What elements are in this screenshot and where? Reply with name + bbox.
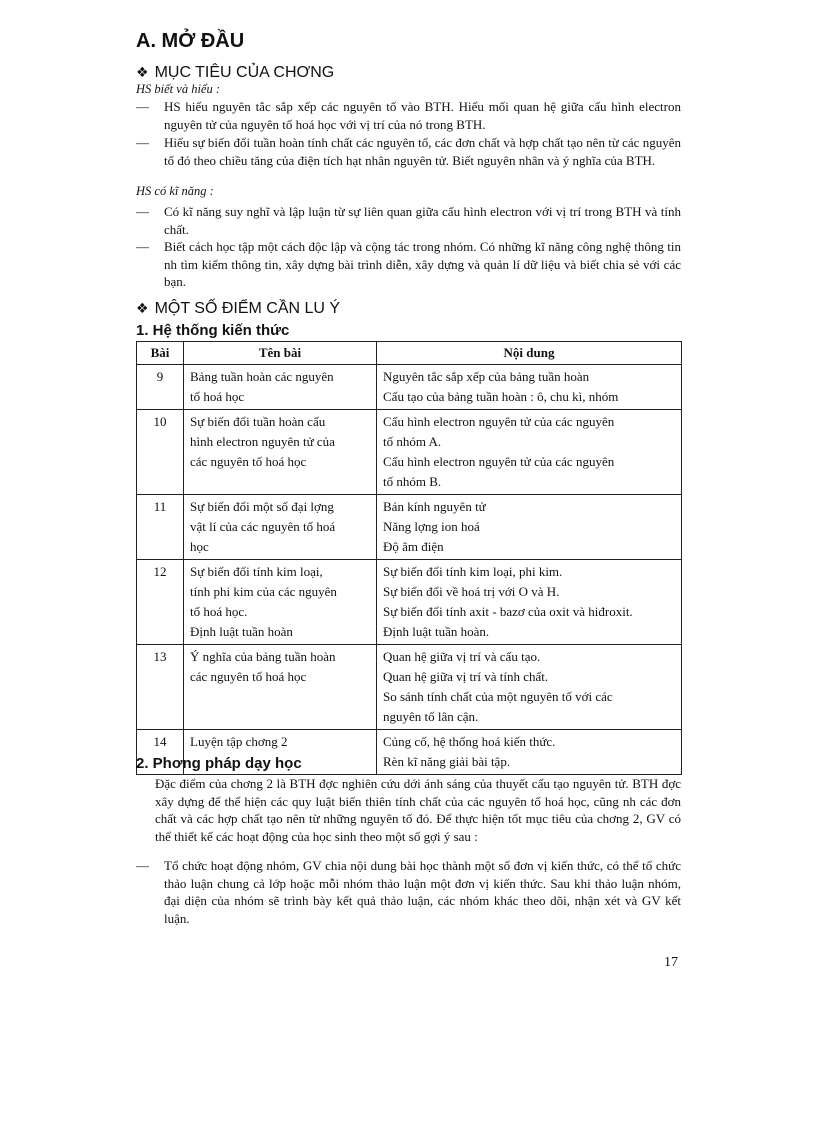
lesson-name-line: vật lí của các nguyên tố hoá	[190, 519, 336, 534]
lesson-name-line: các nguyên tố hoá học	[190, 454, 307, 469]
label-skills: HS có kĩ năng :	[136, 184, 214, 198]
column-header-content: Nội dung	[377, 342, 682, 365]
section-objectives-title: MỤC TIÊU CỦA CHƠNG	[154, 64, 335, 81]
list-item-text: Tổ chức hoạt động nhóm, GV chia nội dung bài học thành một số đơn vị kiến thức, có thể tổ chức thảo luận chung cả lớp hoặc mỗi nhóm thảo luận một đơn vị kiến thức. Sau khi thảo luận nhóm, đại diện của nhóm sẽ trình bày kết quả thảo luận, các nhóm khác theo dõi, nhận xét và GV kết luận.	[164, 858, 681, 926]
content-line: Độ âm điện	[383, 539, 444, 554]
table-row	[137, 645, 682, 730]
dash-marker: —	[136, 204, 149, 219]
list-item-text: Hiểu sự biến đổi tuần hoàn tính chất các nguyên tố, các đơn chất và hợp chất tạo nên từ các nguyên tố đó theo chiều tăng của điện tích hạt nhân nguyên tử. Biết nguyên nhân và ý nghĩa của BTH.	[164, 135, 681, 168]
content-line: Quan hệ giữa vị trí và tính chất.	[383, 669, 549, 684]
content-line: Quan hệ giữa vị trí và cấu tạo.	[383, 649, 541, 664]
lesson-name-line: các nguyên tố hoá học	[190, 669, 307, 684]
lesson-number: 13	[137, 645, 184, 730]
lesson-content	[377, 365, 682, 410]
lesson-name-line: Sự biến đổi một số đại lợng	[190, 499, 334, 514]
lesson-name	[184, 645, 377, 730]
lesson-content	[377, 495, 682, 560]
lesson-name-line: Định luật tuần hoàn	[190, 624, 293, 639]
content-line: Sự biến đổi tính kim loại, phi kim.	[383, 564, 563, 579]
content-line: Sự biến đổi về hoá trị với O và H.	[383, 584, 560, 599]
list-item	[136, 98, 681, 133]
label-know-understand: HS biết và hiểu :	[136, 82, 221, 96]
section-objectives-heading	[136, 64, 334, 82]
table-row	[137, 495, 682, 560]
content-line: tố nhóm B.	[383, 474, 442, 489]
dash-marker: —	[136, 135, 149, 150]
lesson-name	[184, 495, 377, 560]
subheading-knowledge-system: 1. Hệ thống kiến thức	[136, 322, 290, 339]
lesson-content	[377, 730, 682, 775]
lesson-name	[184, 365, 377, 410]
method-paragraph: Đặc điểm của chơng 2 là BTH đợc nghiên cứu dới ánh sáng của thuyết cấu tạo nguyên tử. BTH đợc xây dựng để thể hiện các quy luật biến thiên tính chất của các nguyên tố hoá học, cũng nh các đơn chất và các hợp chất tạo nên từ những nguyên tố đó. Để thực hiện tốt mục tiêu của chơng 2, GV có thể thiết kế các hoạt động của học sinh theo một số gợi ý sau :	[155, 776, 681, 844]
list-item	[136, 238, 681, 291]
content-line: tố nhóm A.	[383, 434, 442, 449]
dash-marker: —	[136, 239, 149, 254]
section-notes-heading	[136, 300, 340, 318]
content-line: Cấu hình electron nguyên tử của các nguyên	[383, 454, 615, 469]
lesson-number: 10	[137, 410, 184, 495]
list-item	[136, 134, 681, 169]
content-line: Bán kính nguyên tử	[383, 499, 486, 514]
content-line: Định luật tuần hoàn.	[383, 624, 490, 639]
dash-marker: —	[136, 858, 149, 873]
lesson-name	[184, 410, 377, 495]
page-number: 17	[664, 955, 678, 970]
lesson-content	[377, 645, 682, 730]
lesson-number: 11	[137, 495, 184, 560]
content-line: nguyên tố lân cận.	[383, 709, 479, 724]
content-line: Củng cố, hệ thống hoá kiến thức.	[383, 734, 556, 749]
table-row	[137, 365, 682, 410]
lesson-number: 12	[137, 560, 184, 645]
lesson-name-line: Sự biến đổi tuần hoàn cấu	[190, 414, 326, 429]
content-line: Rèn kĩ năng giải bài tập.	[383, 754, 511, 769]
lesson-name-line: tính phi kim của các nguyên	[190, 584, 337, 599]
content-line: Năng lợng ion hoá	[383, 519, 480, 534]
lesson-name-line: Bảng tuần hoàn các nguyên	[190, 369, 334, 384]
content-line: Cấu hình electron nguyên tử của các nguyên	[383, 414, 615, 429]
table-header-row	[137, 342, 682, 365]
main-heading: A. MỞ ĐẦU	[136, 30, 245, 52]
curriculum-table	[136, 341, 682, 775]
lesson-name-line: tố hoá học.	[190, 604, 248, 619]
subheading-teaching-method: 2. Phơng pháp dạy học	[136, 755, 302, 772]
column-header-lesson-number: Bài	[137, 342, 184, 365]
list-item-text: HS hiểu nguyên tắc sắp xếp các nguyên tố vào BTH. Hiểu mối quan hệ giữa cấu hình electron nguyên tử của nguyên tố hoá học với vị trí của nó trong BTH.	[164, 99, 681, 132]
lesson-name-line: học	[190, 539, 209, 554]
lesson-content	[377, 560, 682, 645]
dash-marker: —	[136, 99, 149, 114]
lesson-name-line: Sự biến đổi tính kim loại,	[190, 564, 323, 579]
diamond-bullet-icon: ❖	[136, 300, 149, 316]
lesson-content	[377, 410, 682, 495]
list-item-text: Biết cách học tập một cách độc lập và cộng tác trong nhóm. Có những kĩ năng công nghệ thông tin nh tìm kiếm thông tin, xây dựng bài trình diễn, xây dựng và quản lí dữ liệu và biết chia sẻ với các bạn.	[164, 239, 681, 289]
list-item-text: Có kĩ năng suy nghĩ và lập luận từ sự liên quan giữa cấu hình electron với vị trí trong BTH và tính chất.	[164, 204, 681, 237]
content-line: Nguyên tắc sắp xếp của bảng tuần hoàn	[383, 369, 590, 384]
list-item	[136, 857, 681, 927]
list-item	[136, 203, 681, 238]
table-row	[137, 410, 682, 495]
lesson-name-line: tố hoá học	[190, 389, 245, 404]
diamond-bullet-icon: ❖	[136, 64, 149, 80]
content-line: Sự biến đổi tính axit - bazơ của oxit và hiđroxit.	[383, 604, 633, 619]
content-line: Cấu tạo của bảng tuần hoàn : ô, chu kì, nhóm	[383, 389, 619, 404]
column-header-lesson-name: Tên bài	[184, 342, 377, 365]
lesson-number: 9	[137, 365, 184, 410]
lesson-name	[184, 560, 377, 645]
lesson-name-line: hình electron nguyên tử của	[190, 434, 335, 449]
lesson-name-line: Ý nghĩa của bảng tuần hoàn	[190, 649, 336, 664]
lesson-name-line: Luyện tập chơng 2	[190, 734, 288, 749]
content-line: So sánh tính chất của một nguyên tố với các	[383, 689, 613, 704]
table-row	[137, 560, 682, 645]
section-notes-title: MỘT SỐ ĐIỂM CẦN LU Ý	[154, 300, 341, 317]
lesson-number: 14	[137, 730, 184, 775]
